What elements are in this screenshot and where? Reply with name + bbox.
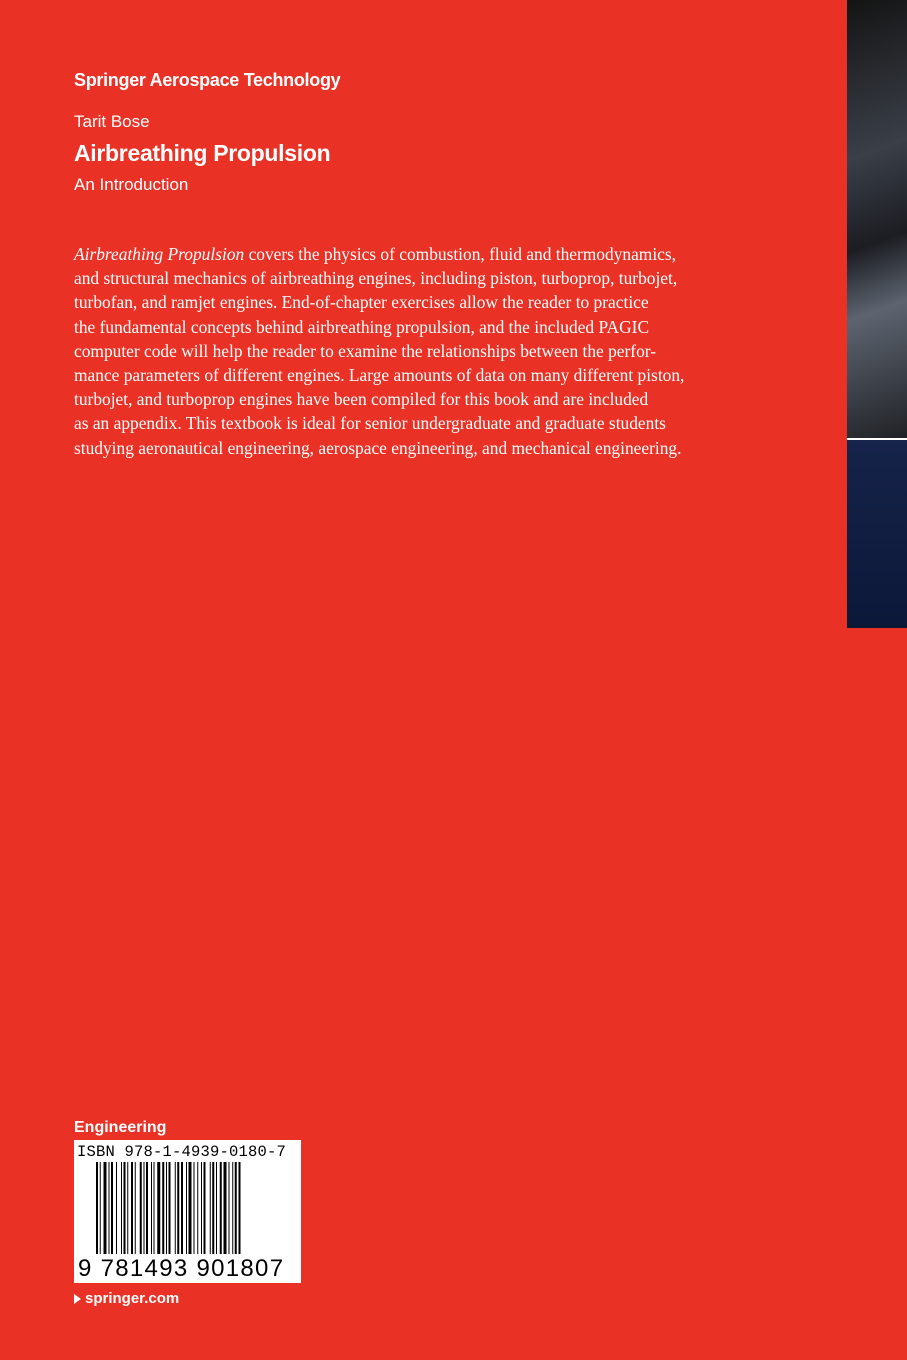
book-title: Airbreathing Propulsion xyxy=(74,140,331,166)
barcode-bar xyxy=(109,1162,110,1254)
barcode-bar xyxy=(116,1162,117,1254)
barcode-bar xyxy=(96,1162,98,1254)
barcode-bar xyxy=(177,1162,179,1254)
arrow-right-icon xyxy=(74,1294,81,1304)
barcode-bar xyxy=(201,1162,202,1254)
series-name: Springer Aerospace Technology xyxy=(74,70,341,90)
barcode-bar xyxy=(229,1162,230,1254)
barcode-bar xyxy=(104,1162,107,1254)
description-line: as an appendix. This textbook is ideal for senior undergraduate and graduate students xyxy=(74,413,666,434)
book-description xyxy=(74,242,764,460)
barcode-bar xyxy=(169,1162,171,1254)
description-line: mance parameters of different engines. Large amounts of data on many different piston, xyxy=(74,365,685,386)
barcode-bar xyxy=(124,1162,126,1254)
isbn-label: ISBN 978-1-4939-0180-7 xyxy=(77,1143,287,1161)
book-subtitle: An Introduction xyxy=(74,175,189,194)
barcode-bar xyxy=(146,1162,148,1254)
subject-category: Engineering xyxy=(74,1119,167,1136)
barcode-bar xyxy=(197,1162,198,1254)
barcode-bar xyxy=(127,1162,128,1254)
barcode-bar xyxy=(111,1162,113,1254)
engine-photo-fragment xyxy=(847,0,907,438)
description-line: turbojet, and turboprop engines have been compiled for this book and are included xyxy=(74,389,649,410)
author-name: Tarit Bose xyxy=(74,112,150,131)
barcode-bar xyxy=(157,1162,160,1254)
barcode-bar xyxy=(189,1162,192,1254)
description-line: and structural mechanics of airbreathing engines, including piston, turboprop, turbojet, xyxy=(74,268,678,289)
description-line: computer code will help the reader to examine the relationships between the perfor- xyxy=(74,340,657,361)
barcode-bar xyxy=(121,1162,122,1254)
barcode-bar xyxy=(100,1162,101,1254)
barcode-bar xyxy=(175,1162,176,1254)
blue-band xyxy=(847,440,907,628)
barcode-bar xyxy=(154,1162,155,1254)
barcode-bar xyxy=(186,1162,187,1254)
barcode-bar xyxy=(166,1162,167,1254)
barcode-bar xyxy=(151,1162,152,1254)
description-line-text: covers the physics of combustion, fluid and thermodynamics, xyxy=(244,244,677,264)
barcode-bar xyxy=(144,1162,145,1254)
front-cover-edge-image xyxy=(847,0,907,628)
barcode-bar xyxy=(216,1162,217,1254)
barcode-bar xyxy=(181,1162,183,1254)
publisher-website-text: springer.com xyxy=(85,1290,180,1307)
barcode-bar xyxy=(239,1162,241,1254)
barcode-bar xyxy=(194,1162,195,1254)
barcode-bar xyxy=(162,1162,164,1254)
barcode-bar xyxy=(204,1162,206,1254)
barcode-bar xyxy=(210,1162,211,1254)
description-line: the fundamental concepts behind airbreathing propulsion, and the included PAGIC xyxy=(74,316,650,337)
barcode-bar xyxy=(140,1162,142,1254)
barcode-bar xyxy=(212,1162,214,1254)
barcode-bar xyxy=(224,1162,227,1254)
publisher-website[interactable] xyxy=(74,1290,179,1307)
barcode-bar xyxy=(131,1162,133,1254)
barcode-bar xyxy=(232,1162,233,1254)
description-line: turbofan, and ramjet engines. End-of-chapter exercises allow the reader to practice xyxy=(74,292,649,313)
description-line: studying aeronautical engineering, aerospace engineering, and mechanical engineering. xyxy=(74,437,682,458)
isbn-barcode xyxy=(74,1140,301,1283)
barcode-bar xyxy=(220,1162,222,1254)
barcode-bar xyxy=(135,1162,136,1254)
barcode-bar xyxy=(235,1162,237,1254)
barcode-digits: 9 781493 901807 xyxy=(78,1255,285,1282)
description-line xyxy=(74,242,764,266)
barcode-bars xyxy=(96,1162,286,1262)
description-title-italic: Airbreathing Propulsion xyxy=(74,244,245,264)
